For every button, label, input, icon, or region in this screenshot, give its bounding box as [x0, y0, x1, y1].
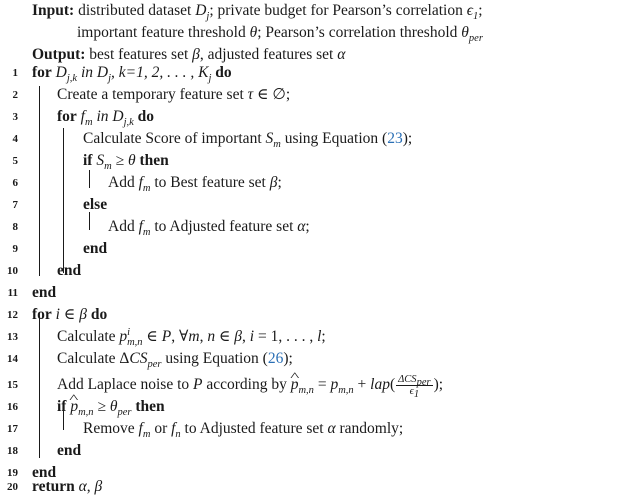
algo-line-13: 13 Calculate $p^i_{m,n}$ ∈ P, ∀m, n ∈ β, i = 1, . . . , l; — [7, 326, 326, 349]
equation-ref-26: 26 — [267, 350, 284, 367]
input-label: Input: — [32, 2, 75, 19]
algo-line-15: 15 Add Laplace noise to P according by ^ $p_{m,n} = p_{m,n} + lap$( $\frac{\Delta CS_{per}}{\epsilon_1}$ ); — [0, 374, 641, 396]
algo-line-18: 18 end — [7, 442, 82, 459]
algo-line-2: 2 Create a temporary feature set τ ∈ ∅; — [12, 86, 291, 103]
algo-line-3: 3 for $f_m$ in $D_{j,k}$ do — [12, 108, 155, 129]
algo-line-12: 12 for i ∈ β do — [7, 306, 108, 323]
algo-line-17: 17 Remove $f_m$ or $f_n$ to Adjusted feature set α randomly; — [7, 420, 404, 441]
algo-line-7: 7 else — [12, 196, 108, 213]
algo-line-10: 10 end — [7, 262, 82, 279]
algo-line-11: 11 end — [7, 284, 57, 301]
equation-ref-23: 23 — [387, 130, 403, 147]
algo-line-20: 20 return α, β — [7, 478, 103, 495]
algo-line-19: 19 end — [7, 464, 57, 481]
output-label: Output: — [32, 46, 86, 63]
algo-line-8: 8 Add $f_m$ to Adjusted feature set α; — [12, 218, 310, 239]
algo-line-5: 5 if $S_m \ge \theta$ then — [12, 152, 169, 173]
algo-line-4: 4 Calculate Score of important $S_m$ using Equation (23); — [12, 130, 413, 151]
input-line: Input: distributed dataset $D_j$; private budget for Pearson’s correlation $\epsilon_1$; — [32, 2, 483, 23]
input-line-2: important feature threshold θ; Pearson’s correlation threshold $\theta_{per}$ — [77, 24, 483, 45]
algo-line-6: 6 Add $f_m$ to Best feature set β; — [12, 174, 282, 195]
algo-line-16: 16 if ^ $p_{m,n} \ge \theta_{per}$ then — [0, 396, 641, 418]
algo-line-14: 14 Calculate $\Delta CS_{per}$ using Equation (26); — [7, 350, 293, 371]
algo-line-9: 9 end — [12, 240, 108, 257]
algo-line-1: 1 for $D_{j,k}$ in $D_j$, k=1, 2, . . . , $K_j$ do — [12, 64, 232, 85]
output-line: Output: best features set β, adjusted features set α — [32, 46, 346, 63]
